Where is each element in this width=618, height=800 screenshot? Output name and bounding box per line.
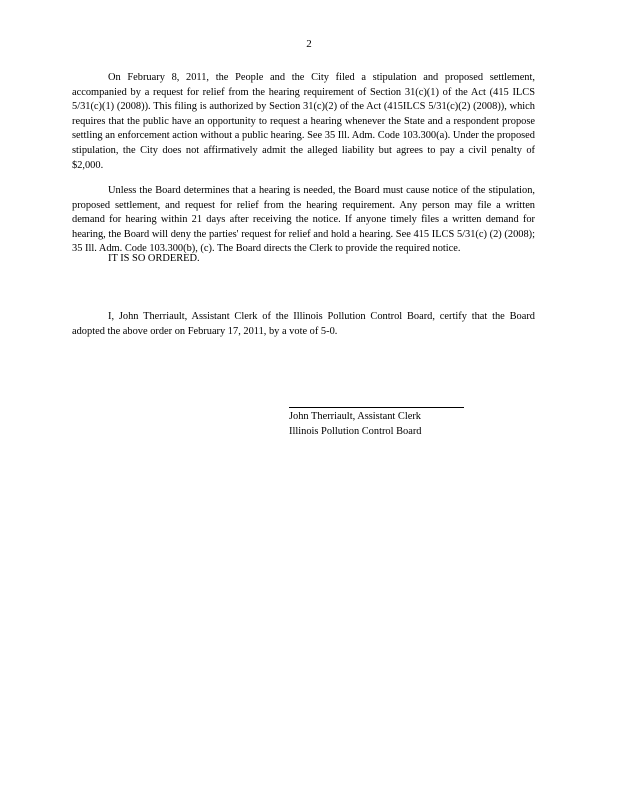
- paragraph-so-ordered: IT IS SO ORDERED.: [108, 253, 200, 264]
- signature-line: [289, 407, 464, 408]
- paragraph-certification: I, John Therriault, Assistant Clerk of the Illinois Pollution Control Board, certify that the Board adopted the above order on February 17, 2011, by a vote of 5-0.: [72, 311, 535, 337]
- paragraph-notice-requirement: Unless the Board determines that a hearing is needed, the Board must cause notice of the stipulation, proposed settlement, and request for relief from the hearing requirement. Any person may file a written demand for hearing within 21 days after receiving the notice. If anyone timely files a written demand for hearing, the Board will deny the parties' request for relief and hold a hearing. See 415 ILCS 5/31(c) (2) (2008); 35 Ill. Adm. Code 103.300(b), (c). The Board directs the Clerk to provide the required notice.: [72, 185, 535, 255]
- page-number: 2: [306, 38, 312, 50]
- signature-name-title: John Therriault, Assistant Clerk: [289, 411, 421, 422]
- signature-organization: Illinois Pollution Control Board: [289, 426, 422, 437]
- paragraph-stipulation-filing: On February 8, 2011, the People and the City filed a stipulation and proposed settlement, accompanied by a request for relief from the hearing requirement of Section 31(c)(1) of the Act (415 ILCS 5/31(c)(1) (2008)). This filing is authorized by Section 31(c)(2) of the Act (415ILCS 5/31(c)(2) (2008)), which requires that the public have an opportunity to request a hearing whenever the State and a respondent propose settling an enforcement action without a public hearing. See 35 Ill. Adm. Code 103.300(a). Under the proposed stipulation, the City does not affirmatively admit the alleged liability but agrees to pay a civil penalty of $2,000.: [72, 72, 535, 171]
